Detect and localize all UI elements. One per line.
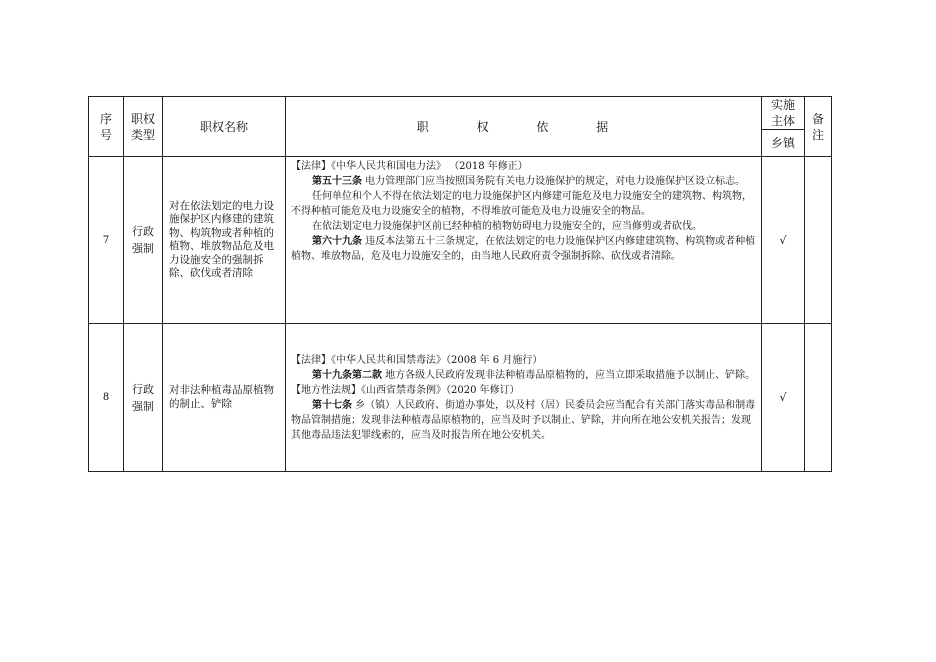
header-name — [163, 97, 286, 157]
row-type-text: 行政 强制 — [132, 382, 154, 413]
row-seq — [89, 157, 124, 324]
article-paragraph — [291, 219, 757, 234]
table-row — [89, 157, 832, 324]
article-text: 在依法划定电力设施保护区前已经种植的植物妨碍电力设施安全的，应当修剪或者砍伐。 — [312, 221, 702, 232]
regulation-citation — [291, 383, 757, 398]
article-number: 第六十九条 — [312, 236, 362, 247]
header-subject-township — [762, 130, 805, 157]
row-legal-basis — [286, 157, 762, 324]
header-name-label: 职权名称 — [199, 119, 248, 134]
row-seq-text: 8 — [102, 392, 110, 403]
law-citation — [291, 159, 757, 174]
article-text: 乡（镇）人民政府、街道办事处，以及村（居）民委员会应当配合有关部门落实毒品和制毒物品管制措施；发现非法种植毒品原植物的，应当及时予以制止、铲除，并向所在地公安机关报告；发现其他毒品违法犯罪线索的，应当及时报告所在地公安机关。 — [291, 399, 756, 441]
article-paragraph — [291, 368, 757, 383]
law-title: 《中华人民共和国禁毒法》（2008 年 6 月施行） — [331, 354, 543, 366]
law-tag: 【法律】 — [291, 354, 331, 366]
article-paragraph — [291, 189, 757, 219]
header-basis — [286, 97, 762, 157]
header-seq — [89, 97, 124, 157]
header-remark-label: 备 注 — [811, 111, 824, 142]
article-number: 第五十三条 — [312, 176, 362, 187]
law-citation — [291, 353, 757, 368]
row-type — [124, 324, 163, 472]
law-tag: 【法律】 — [291, 161, 331, 172]
check-mark: √ — [779, 233, 787, 247]
article-text: 任何单位和个人不得在依法划定的电力设施保护区内修建可能危及电力设施安全的建筑物、构筑物，不得种植可能危及电力设施安全的植物，不得堆放可能危及电力设施安全的物品。 — [291, 191, 752, 217]
row-township-check — [762, 324, 805, 472]
article-paragraph — [291, 234, 757, 264]
header-type — [124, 97, 163, 157]
article-text: 违反本法第五十三条规定，在依法划定的电力设施保护区内修建建筑物、构筑物或者种植植物、堆放物品，危及电力设施安全的，由当地人民政府责令强制拆除、砍伐或者清除。 — [291, 236, 756, 262]
article-paragraph — [291, 174, 757, 189]
article-number: 第十七条 — [312, 399, 352, 411]
header-remark — [805, 97, 832, 157]
article-paragraph — [291, 398, 757, 443]
row-authority-name — [163, 324, 286, 472]
header-seq-label: 序 号 — [99, 111, 112, 142]
article-text: 电力管理部门应当按照国务院有关电力设施保护的规定，对电力设施保护区设立标志。 — [362, 176, 746, 187]
row-authority-name-text: 对在依法划定的电力设施保护区内修建的建筑物、构筑物或者种植的植物、堆放物品危及电力设施安全的强制拆除、砍伐或者清除 — [169, 199, 274, 279]
row-remark — [805, 157, 832, 324]
row-authority-name — [163, 157, 286, 324]
row-authority-name-text: 对非法种植毒品原植物的制止、铲除 — [169, 384, 274, 410]
regulation-title: 《山西省禁毒条例》（2020 年修订） — [361, 384, 520, 396]
row-township-check — [762, 157, 805, 324]
article-text: 地方各级人民政府发现非法种植毒品原植物的，应当立即采取措施予以制止、铲除。 — [382, 369, 756, 381]
row-type-text: 行政 强制 — [132, 225, 154, 255]
header-basis-label: 职 权 依 据 — [416, 119, 631, 134]
row-legal-basis — [286, 324, 762, 472]
row-type — [124, 157, 163, 324]
regulation-tag: 【地方性法规】 — [291, 384, 361, 396]
article-number: 第十九条第二款 — [312, 369, 382, 381]
table-row — [89, 324, 832, 472]
header-subject — [762, 97, 805, 130]
row-seq — [89, 324, 124, 472]
row-remark — [805, 324, 832, 472]
law-title: 《中华人民共和国电力法》 （2018 年修正） — [331, 161, 528, 172]
check-mark: √ — [779, 391, 787, 404]
row-seq-text: 7 — [102, 234, 110, 246]
header-subject-township-label: 乡镇 — [770, 136, 795, 150]
header-subject-label: 实施 主体 — [770, 98, 795, 128]
header-type-label: 职权 类型 — [130, 111, 155, 142]
authority-table — [88, 96, 832, 472]
